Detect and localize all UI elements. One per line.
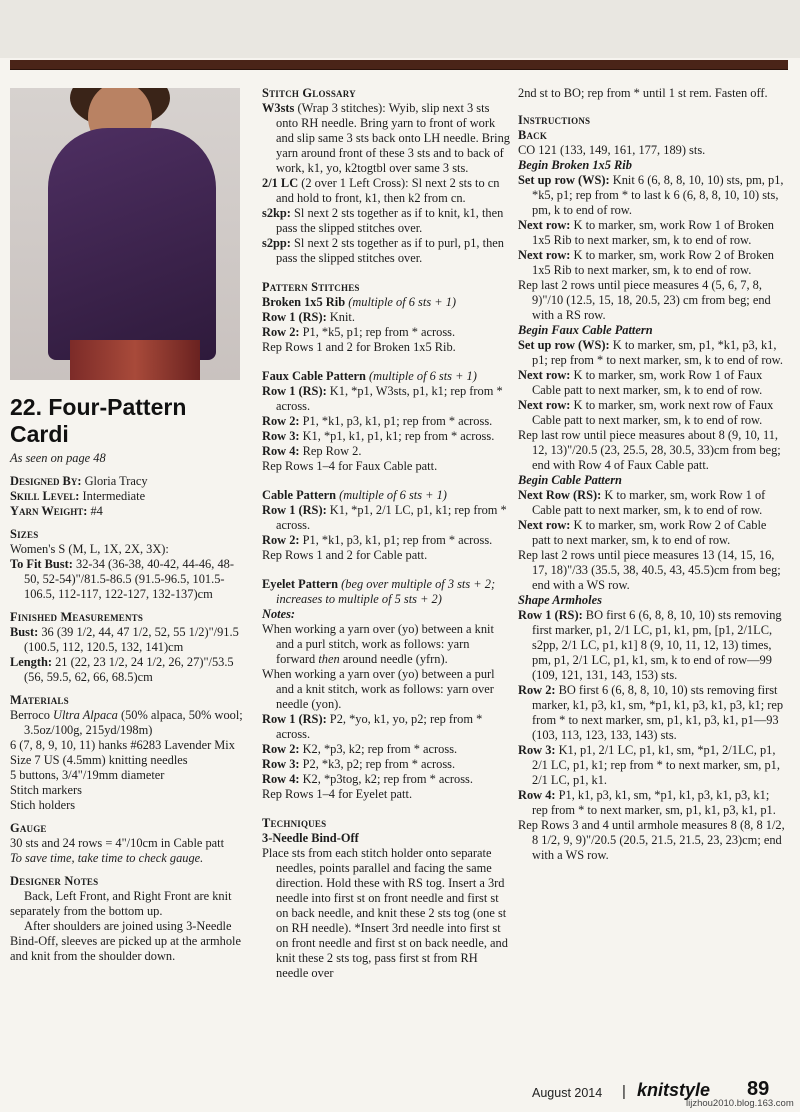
top-band <box>0 0 800 58</box>
faux-rep: Rep last row until piece measures about 8 (9, 10, 11, 12, 13)"/20.5 (23, 25.5, 28, 30.5, 33)cm from beg; end with Row 4 of Faux Cable patt. <box>518 428 781 472</box>
material-markers: Stitch markers <box>10 783 82 797</box>
eyelet-row-2: Row 2: K2, *p3, k2; rep from * across. <box>262 742 458 756</box>
footer-separator: | <box>622 1083 626 1100</box>
broken-rib-heading: Begin Broken 1x5 Rib <box>518 158 632 172</box>
footer-brand-logo: knitstyle <box>637 1080 711 1100</box>
patterns-heading: Pattern Stitches <box>262 280 360 294</box>
faux-setup-row: Set up row (WS): K to marker, sm, p1, *k1, p3, k1, p1; rep from * to next marker, sm, k to end of row. <box>518 338 783 367</box>
material-needles: Size 7 US (4.5mm) knitting needles <box>10 753 188 767</box>
notes-para-2: After shoulders are joined using 3-Needle Bind-Off, sleeves are picked up at the armhole and knit from the shoulder down. <box>10 919 241 963</box>
right-column <box>518 86 788 863</box>
notes-para-1: Back, Left Front, and Right Front are knit separately from the bottom up. <box>10 889 232 918</box>
yarn-weight-line: Yarn Weight: #4 <box>10 504 103 518</box>
bindoff-continued: 2nd st to BO; rep from * until 1 st rem. Fasten off. <box>518 86 768 100</box>
bust-line: Bust: 36 (39 1/2, 44, 47 1/2, 52, 55 1/2)"/91.5 (100.5, 112, 120.5, 132, 141)cm <box>10 625 239 654</box>
to-fit-bust: To Fit Bust: 32-34 (36-38, 40-42, 44-46, 48-50, 52-54)"/81.5-86.5 (91.5-96.5, 101.5-106.5, 112-117, 122-127, 132-137)cm <box>10 557 234 601</box>
cable-next-row-1: Next Row (RS): K to marker, sm, work Row 1 of Cable patt to next marker, sm, k to end of row. <box>518 488 766 517</box>
faux-row-2: Row 2: P1, *k1, p3, k1, p1; rep from * across. <box>262 414 493 428</box>
broken-setup-row: Set up row (WS): Knit 6 (6, 8, 8, 10, 10) sts, pm, p1, *k5, p1; rep from * to last k 6 (6, 8, 8, 10, 10) sts, pm, k to end of row. <box>518 173 784 217</box>
broken-rep: Rep last 2 rows until piece measures 4 (5, 6, 7, 8, 9)"/10 (12.5, 15, 18, 20.5, 23) cm from beg; end with a RS row. <box>518 278 771 322</box>
title-line-1: 22. Four-Pattern <box>10 394 187 420</box>
glossary-heading: Stitch Glossary <box>262 86 356 100</box>
cast-on: CO 121 (133, 149, 161, 177, 189) sts. <box>518 143 706 157</box>
eyelet-title: Eyelet Pattern (beg over multiple of 3 sts + 2; increases to multiple of 5 sts + 2) <box>262 577 496 606</box>
materials-heading: Materials <box>10 693 69 707</box>
bindoff-title: 3-Needle Bind-Off <box>262 831 359 845</box>
gauge-text: 30 sts and 24 rows = 4"/10cm in Cable patt <box>10 836 225 850</box>
armhole-row-2: Row 2: BO first 6 (6, 8, 8, 10, 10) sts removing first marker, k1, p3, k1, sm, *p1, k1, p3, k1, p3, k1; rep from * to next marker, sm, p1, k1, p3, k1, p1—93 (103, 113, 123, 133, 143) sts. <box>518 683 784 742</box>
techniques-heading: Techniques <box>262 816 327 830</box>
broken-row-1: Row 1 (RS): Knit. <box>262 310 355 324</box>
cable-rep: Rep last 2 rows until piece measures 13 (14, 15, 16, 17, 18)"/33 (35.5, 38, 40.5, 43, 45.5)cm from beg; end with a WS row. <box>518 548 781 592</box>
material-yarn: Berroco Ultra Alpaca (50% alpaca, 50% wool; 3.5oz/100g, 215yd/198m) <box>10 708 243 737</box>
watermark: lijzhou2010.blog.163.com <box>686 1098 794 1109</box>
faux-title: Faux Cable Pattern (multiple of 6 sts + 1) <box>262 369 477 383</box>
armhole-rep: Rep Rows 3 and 4 until armhole measures 8 (8, 8 1/2, 8 1/2, 9, 9)"/20.5 (20.5, 21.5, 21.5, 23, 23)cm; end with a WS row. <box>518 818 785 862</box>
broken-next-row-2: Next row: K to marker, sm, work Row 2 of Broken 1x5 Rib to next marker, sm, k to end of row. <box>518 248 774 277</box>
glossary-21lc: 2/1 LC (2 over 1 Left Cross): Sl next 2 sts to cn and hold to front, k1, then k2 from cn. <box>262 176 500 205</box>
page-number: 89 <box>747 1078 770 1100</box>
header-rule <box>10 60 788 69</box>
left-column <box>10 394 246 964</box>
eyelet-note-2: When working a yarn over (yo) between a purl and a knit stitch, work as follows: yarn over needle (yon). <box>262 667 495 711</box>
faux-next-row-2: Next row: K to marker, sm, work next row of Faux Cable patt to next marker, sm, k to end of row. <box>518 398 774 427</box>
footer-month: August 2014 <box>532 1086 603 1100</box>
back-heading: Back <box>518 128 548 142</box>
eyelet-note-1: When working a yarn over (yo) between a knit and a purl stitch, work as follows: yarn forward then around needle (yfrn). <box>262 622 494 666</box>
armhole-row-4: Row 4: P1, k1, p3, k1, sm, *p1, k1, p3, k1, p3, k1; rep from * to next marker, sm, p1, k1, p3, k1, p1. <box>518 788 776 817</box>
faux-next-row-1: Next row: K to marker, sm, work Row 1 of Faux Cable patt to next marker, sm, k to end of row. <box>518 368 763 397</box>
glossary-s2pp: s2pp: Sl next 2 sts together as if to purl, p1, then pass the slipped stitches over. <box>262 236 504 265</box>
middle-column <box>262 86 510 981</box>
cable-row-1: Row 1 (RS): K1, *p1, 2/1 LC, p1, k1; rep from * across. <box>262 503 507 532</box>
sizes-text: Women's S (M, L, 1X, 2X, 3X): <box>10 542 169 556</box>
eyelet-row-3: Row 3: P2, *k3, p2; rep from * across. <box>262 757 456 771</box>
faux-row-1: Row 1 (RS): K1, *p1, W3sts, p1, k1; rep from * across. <box>262 384 503 413</box>
instructions-heading: Instructions <box>518 113 591 127</box>
gauge-heading: Gauge <box>10 821 47 835</box>
finished-heading: Finished Measurements <box>10 610 144 624</box>
title-line-2: Cardi <box>10 421 69 447</box>
cable-title: Cable Pattern (multiple of 6 sts + 1) <box>262 488 447 502</box>
eyelet-notes-label: Notes: <box>262 607 296 621</box>
broken-repeat: Rep Rows 1 and 2 for Broken 1x5 Rib. <box>262 340 456 354</box>
photo-sweater <box>48 128 216 360</box>
faux-repeat: Rep Rows 1–4 for Faux Cable patt. <box>262 459 438 473</box>
material-buttons: 5 buttons, 3/4"/19mm diameter <box>10 768 165 782</box>
glossary-w3sts: W3sts (Wrap 3 stitches): Wyib, slip next 3 sts onto RH needle. Bring yarn to front of work and slip same 3 sts back onto LH needle. Bring yarn around front of these 3 sts and to back of work, k1, yo, k2togtbl over same 3 sts. <box>262 101 511 175</box>
bindoff-text: Place sts from each stitch holder onto separate needles, points parallel and facing the same direction. Hold these with RS tog. Insert a 3rd needle into first st on front needle and first st on back needle, and knit these 2 sts tog (one st on RH needle). *Insert 3rd needle into first st on front needle and first st on back needle, and knit these 2 sts tog, pass first st from RH needle over <box>262 846 508 980</box>
armhole-row-3: Row 3: K1, p1, 2/1 LC, p1, k1, sm, *p1, 2/1LC, p1, 2/1 LC, p1, k1; rep from * to next marker, sm, p1, 2/1 LC, p1, k1. <box>518 743 780 787</box>
broken-row-2: Row 2: P1, *k5, p1; rep from * across. <box>262 325 456 339</box>
eyelet-repeat: Rep Rows 1–4 for Eyelet patt. <box>262 787 413 801</box>
cable-repeat: Rep Rows 1 and 2 for Cable patt. <box>262 548 428 562</box>
faux-cable-heading: Begin Faux Cable Pattern <box>518 323 653 337</box>
model-photo <box>10 88 240 380</box>
photo-skirt <box>70 340 200 380</box>
armholes-heading: Shape Armholes <box>518 593 602 607</box>
cable-row-2: Row 2: P1, *k1, p3, k1, p1; rep from * across. <box>262 533 493 547</box>
broken-next-row-1: Next row: K to marker, sm, work Row 1 of Broken 1x5 Rib to next marker, sm, k to end of row. <box>518 218 774 247</box>
pattern-title <box>10 394 246 448</box>
faux-row-3: Row 3: K1, *p1, k1, p1, k1; rep from * across. <box>262 429 495 443</box>
eyelet-row-1: Row 1 (RS): P2, *yo, k1, yo, p2; rep from * across. <box>262 712 483 741</box>
material-holders: Stich holders <box>10 798 76 812</box>
subtitle: As seen on page 48 <box>10 451 106 465</box>
faux-row-4: Row 4: Rep Row 2. <box>262 444 362 458</box>
designer-line: Designed By: Gloria Tracy <box>10 474 148 488</box>
cable-next-row-2: Next row: K to marker, sm, work Row 2 of Cable patt to next marker, sm, k to end of row. <box>518 518 767 547</box>
sizes-heading: Sizes <box>10 527 39 541</box>
length-line: Length: 21 (22, 23 1/2, 24 1/2, 26, 27)"/53.5 (56, 59.5, 62, 66, 68.5)cm <box>10 655 234 684</box>
glossary-s2kp: s2kp: Sl next 2 sts together as if to knit, k1, then pass the slipped stitches over. <box>262 206 504 235</box>
cable-heading: Begin Cable Pattern <box>518 473 622 487</box>
broken-title: Broken 1x5 Rib (multiple of 6 sts + 1) <box>262 295 457 309</box>
armhole-row-1: Row 1 (RS): BO first 6 (6, 8, 8, 10, 10) sts removing first marker, p1, 2/1 LC, p1, k1, pm, [p1, 2/1LC, s2pp, 2/1 LC, p1, k1] 8 (9, 10, 11, 12, 13) times, pm, p1, 2/1 LC, p1, k1, sm, k to end of row—99 (109, 121, 131, 143, 153) sts. <box>518 608 782 682</box>
material-hanks: 6 (7, 8, 9, 10, 11) hanks #6283 Lavender Mix <box>10 738 235 752</box>
skill-line: Skill Level: Intermediate <box>10 489 146 503</box>
gauge-note: To save time, take time to check gauge. <box>10 851 204 865</box>
notes-heading: Designer Notes <box>10 874 99 888</box>
eyelet-row-4: Row 4: K2, *p3tog, k2; rep from * across. <box>262 772 473 786</box>
